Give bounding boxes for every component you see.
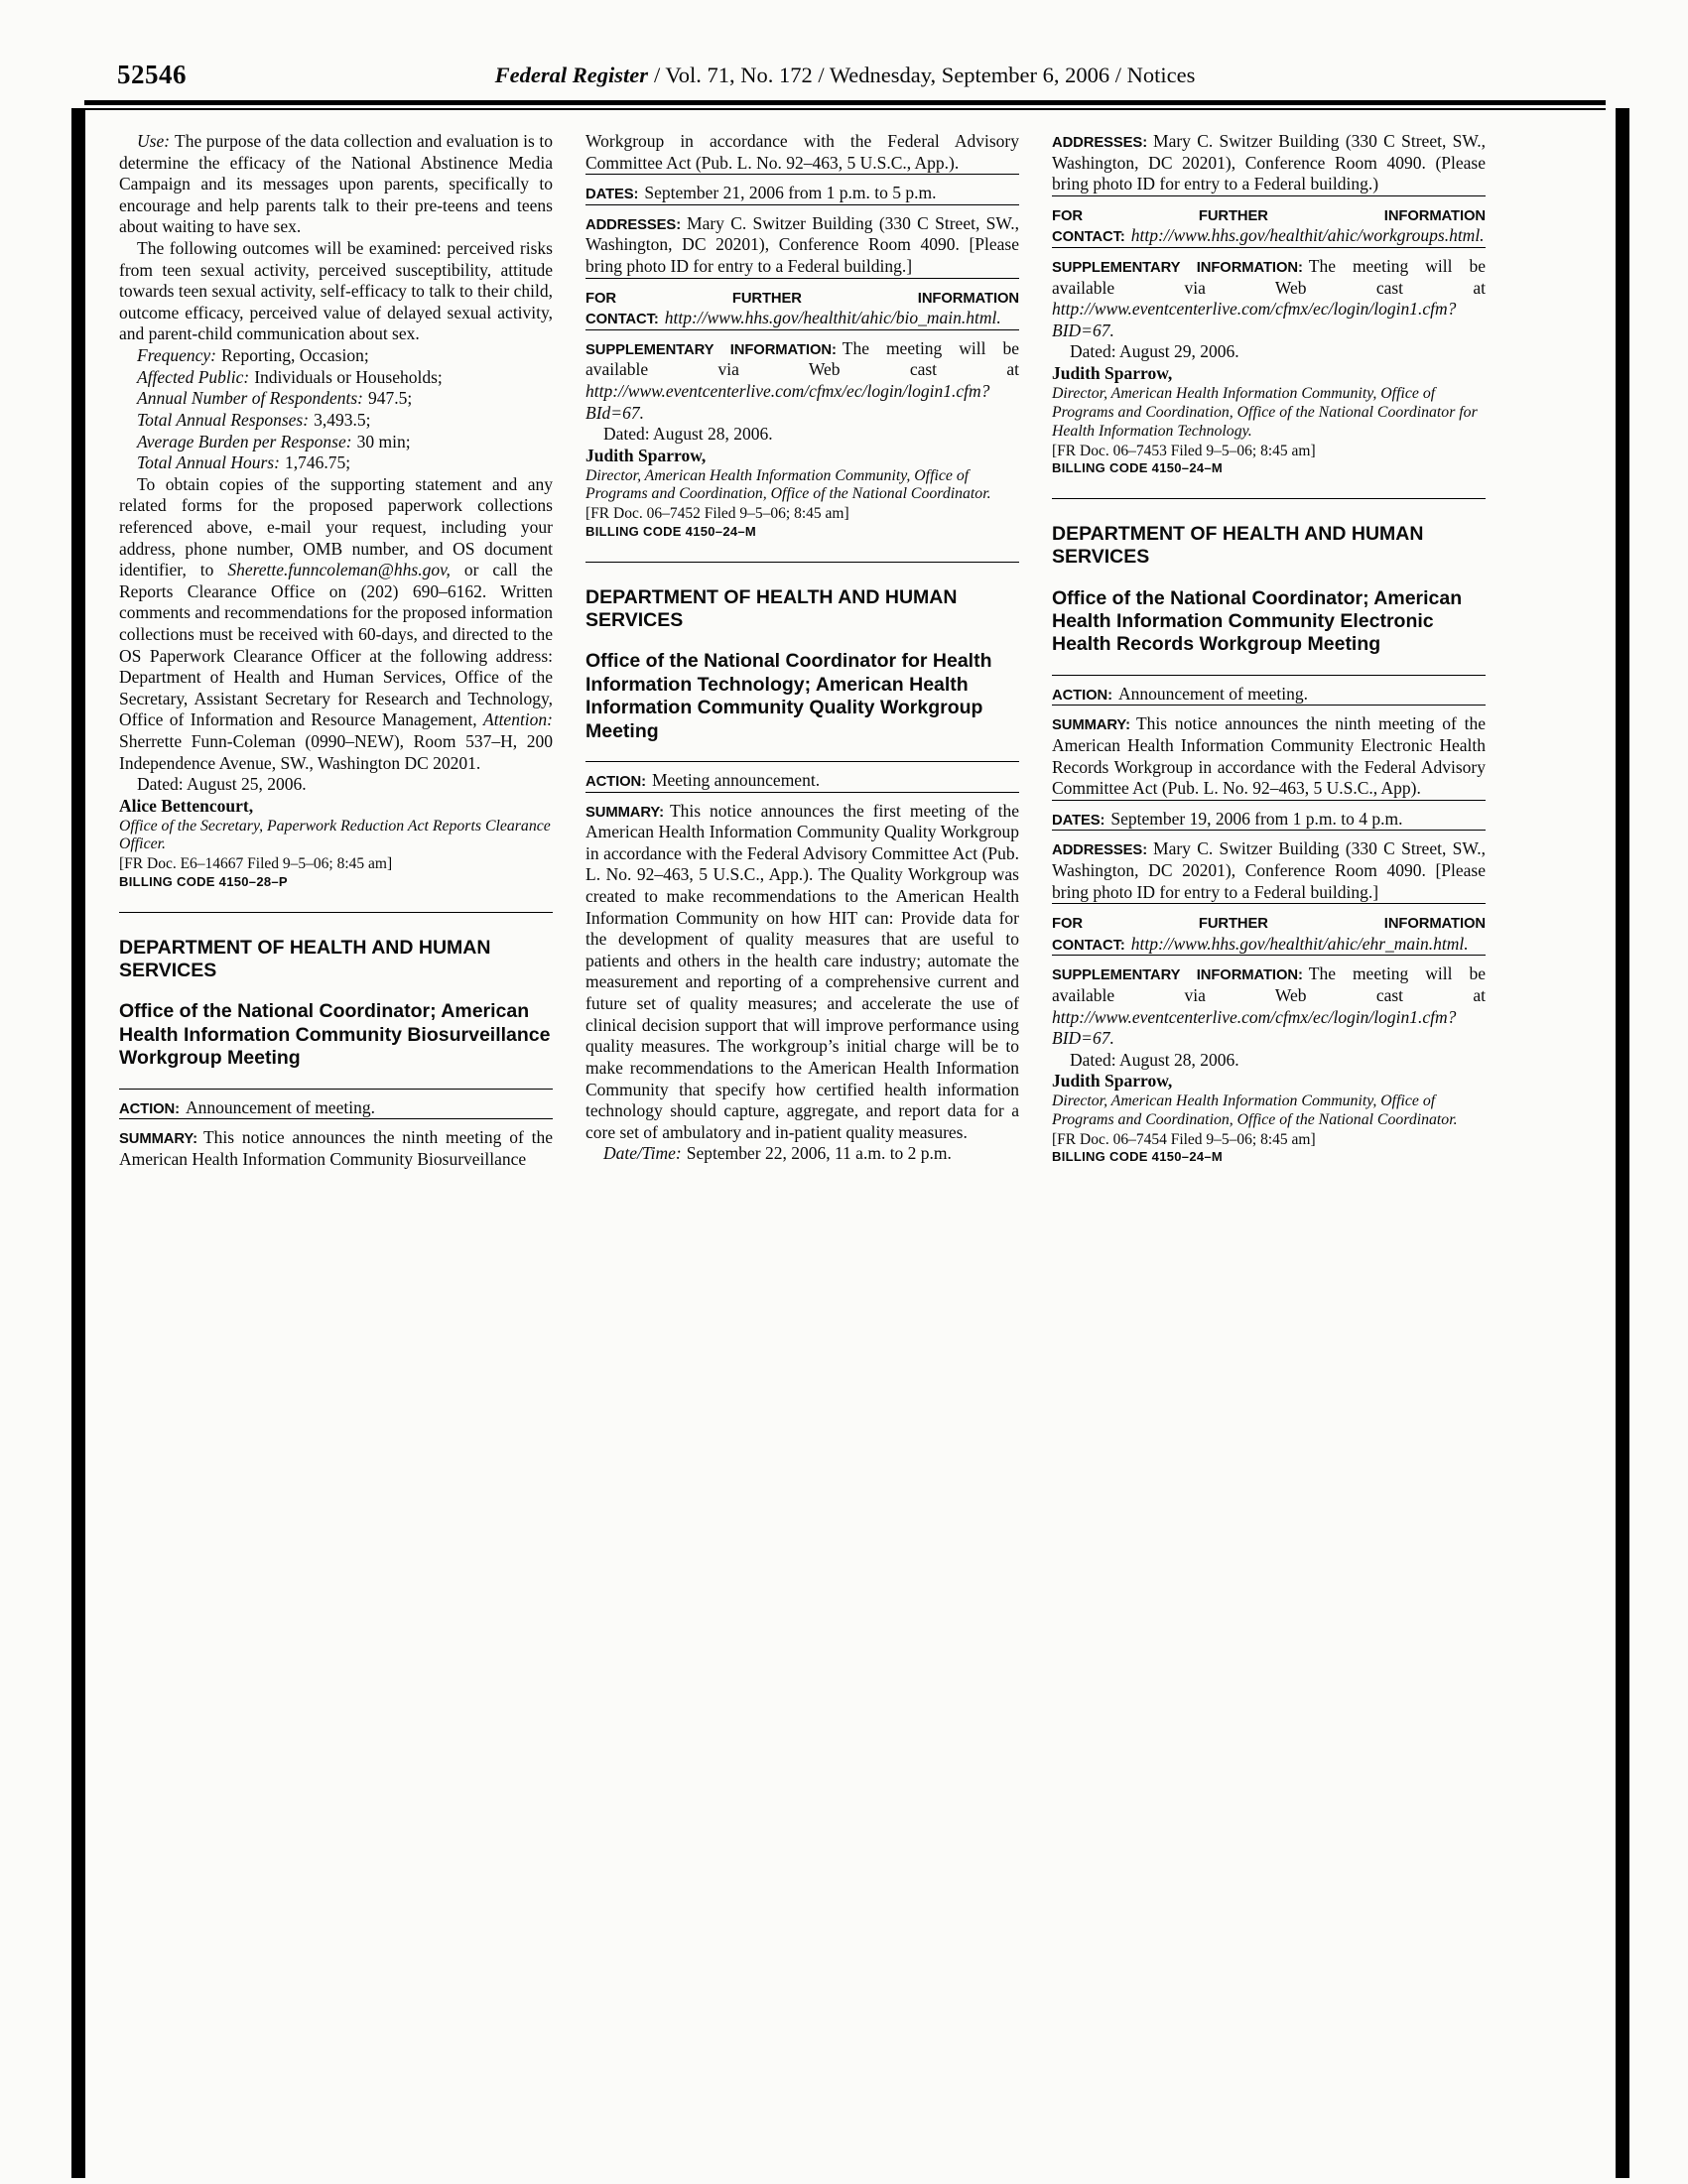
dated-line: Dated: August 25, 2006. — [137, 774, 307, 795]
obtain-copies-paragraph — [119, 474, 553, 775]
fr-doc-line: [FR Doc. 06–7452 Filed 9–5–06; 8:45 am] — [585, 505, 849, 523]
content-columns — [119, 131, 1486, 1170]
summary-text: This notice announces the ninth meeting of the American Health Information Community Biosurveillance — [119, 1127, 553, 1169]
document-separator — [119, 912, 553, 913]
supplementary-label: SUPPLEMENTARY INFORMATION: — [1052, 967, 1303, 984]
avg-burden-value: 30 min; — [356, 431, 411, 451]
signer-title: Office of the Secretary, Paperwork Reduction Act Reports Clearance Officer. — [119, 817, 551, 853]
notice-subject-ehr: Office of the National Coordinator; American Health Information Community Electronic Health Records Workgroup Meeting — [1052, 586, 1463, 656]
supplementary-label: SUPPLEMENTARY INFORMATION: — [1052, 260, 1303, 277]
summary-label: SUMMARY: — [585, 804, 664, 821]
action-text: Announcement of meeting. — [1117, 683, 1308, 704]
outcomes-paragraph: The following outcomes will be examined: perceived risks from teen sexual activity, perceived susceptibility, attitude towards teen sexual activity, self-efficacy to talk to their child, outcome efficacy, perceived value of delayed sexual activity, and parent-child communication about sex. — [119, 238, 553, 344]
affected-public-label: Affected Public: — [137, 366, 250, 387]
total-hours-label: Total Annual Hours: — [137, 452, 280, 473]
signer-name: Judith Sparrow, — [585, 445, 707, 465]
action-line — [585, 761, 1019, 792]
signer-name: Alice Bettencourt, — [119, 795, 254, 816]
contact-url: http://www.hhs.gov/healthit/ahic/workgroups.html. — [1130, 225, 1485, 246]
contact-label: FOR FURTHER INFORMATION CONTACT: — [1052, 207, 1486, 246]
use-paragraph — [119, 131, 553, 238]
column-2 — [585, 131, 1019, 1170]
column-3 — [1052, 131, 1486, 1170]
journal-title: Federal Register — [494, 63, 648, 87]
dated-line: Dated: August 29, 2006. — [1070, 341, 1239, 362]
notice-subject-biosurveillance: Office of the National Coordinator; American Health Information Community Biosurveillance Workgroup Meeting — [119, 1000, 551, 1070]
dates-paragraph — [585, 174, 1019, 204]
total-responses-label: Total Annual Responses: — [137, 409, 310, 430]
dated-line: Dated: August 28, 2006. — [603, 424, 773, 445]
supplementary-text: The meeting will be available via Web cast at — [585, 337, 1019, 380]
contact-paragraph — [585, 278, 1019, 329]
annual-respondents-value: 947.5; — [367, 388, 413, 409]
addresses-label: ADDRESSES: — [585, 216, 682, 233]
department-heading: DEPARTMENT OF HEALTH AND HUMAN SERVICES — [119, 936, 491, 981]
signer-title: Director, American Health Information Community, Office of Programs and Coordination, Office of the National Coordinator. — [1052, 1092, 1458, 1129]
signer-name: Judith Sparrow, — [1052, 363, 1173, 384]
annual-respondents-line — [119, 388, 553, 410]
billing-code: BILLING CODE 4150–24–M — [1052, 1149, 1224, 1165]
summary-label: SUMMARY: — [1052, 717, 1130, 734]
dates-paragraph — [1052, 800, 1486, 831]
issue-info: / Vol. 71, No. 172 / Wednesday, September 6, 2006 / Notices — [653, 63, 1196, 87]
summary-text: This notice announces the ninth meeting of the American Health Information Community Electronic Health Records Workgroup in accordance with the Federal Advisory Committee Act (Pub. L. No. 92–463, 5 U.S.C., App). — [1052, 713, 1486, 799]
webcast-url: http://www.eventcenterlive.com/cfmx/ec/login/login1.cfm?BId=67. — [585, 381, 990, 423]
notice-subject-quality: Office of the National Coordinator for Health Information Technology; American Health Information Community Quality Workgroup Meeting — [585, 650, 992, 742]
supplementary-paragraph — [1052, 247, 1486, 341]
summary-continuation: Workgroup in accordance with the Federal Advisory Committee Act (Pub. L. No. 92–463, 5 U.S.C., App.). — [585, 131, 1019, 173]
contact-label: FOR FURTHER INFORMATION CONTACT: — [585, 290, 1019, 328]
webcast-url: http://www.eventcenterlive.com/cfmx/ec/login/login1.cfm?BID=67. — [1052, 299, 1457, 340]
dated-line: Dated: August 28, 2006. — [1070, 1049, 1239, 1070]
addresses-text: Mary C. Switzer Building (330 C Street, SW., Washington, DC 20201), Conference Room 4090. (Please bring photo ID for entry to a Federal building.) — [1052, 131, 1486, 194]
supplementary-text: The meeting will be available via Web cast at — [1052, 964, 1486, 1006]
webcast-url: http://www.eventcenterlive.com/cfmx/ec/login/login1.cfm?BID=67. — [1052, 1006, 1457, 1049]
billing-code: BILLING CODE 4150–24–M — [1052, 459, 1224, 475]
total-hours-line — [119, 452, 553, 474]
total-responses-line — [119, 410, 553, 432]
obtain-part1: To obtain copies of the supporting statement and any related forms for the proposed paperwork collections referenced above, e-mail your request, including your address, phone number, OMB number, and OS document identifier, to — [119, 473, 553, 580]
signer-title: Director, American Health Information Community, Office of Programs and Coordination, Office of the National Coordinator for Health Information Technology. — [1052, 384, 1478, 440]
page-number: 52546 — [117, 60, 187, 89]
datetime-label: Date/Time: — [603, 1143, 682, 1164]
contact-url: http://www.hhs.gov/healthit/ahic/ehr_main.html. — [1130, 933, 1469, 954]
addresses-paragraph — [1052, 830, 1486, 903]
document-separator — [585, 562, 1019, 563]
datetime-text: September 22, 2006, 11 a.m. to 2 p.m. — [686, 1143, 952, 1164]
action-label: ACTION: — [119, 1100, 180, 1117]
running-head — [84, 58, 1606, 88]
use-text: The purpose of the data collection and evaluation is to determine the efficacy of the National Abstinence Media Campaign and its messages upon parents, specifically to encourage and help parents talk to their pre-teens and teens about waiting to have sex. — [119, 131, 553, 237]
contact-label: FOR FURTHER INFORMATION CONTACT: — [1052, 916, 1486, 954]
use-lead: Use: — [137, 131, 171, 151]
frequency-line — [119, 345, 553, 367]
summary-text: This notice announces the first meeting of the American Health Information Community Quality Workgroup in accordance with the Federal Advisory Committee Act (Pub. L. No. 92–463, 5 U.S.C., App.). The Quality Workgroup was created to make recommendations to the American Health Information Community on how HIT can: Provide data for the development of quality measures that are useful to patients and others in the health care industry; automate the measurement and reporting of a comprehensive current and future set of quality measures; and accelerate the use of clinical decision support that will improve performance using quality measures. The workgroup’s initial charge will be to make recommendations to the American Health Information Community that specify how certified health information technology should capture, aggregate, and report data for a core set of ambulatory and in-patient quality measures. — [585, 800, 1019, 1142]
summary-label: SUMMARY: — [119, 1131, 197, 1148]
action-label: ACTION: — [1052, 687, 1112, 704]
fr-doc-line: [FR Doc. E6–14667 Filed 9–5–06; 8:45 am] — [119, 855, 393, 873]
summary-paragraph — [119, 1118, 553, 1170]
summary-paragraph — [585, 792, 1019, 1144]
affected-public-line — [119, 367, 553, 389]
fr-doc-line: [FR Doc. 06–7454 Filed 9–5–06; 8:45 am] — [1052, 1130, 1316, 1148]
department-heading: DEPARTMENT OF HEALTH AND HUMAN SERVICES — [1052, 522, 1424, 569]
attention-lead: Attention: — [483, 709, 553, 730]
column-1 — [119, 131, 553, 1170]
department-heading: DEPARTMENT OF HEALTH AND HUMAN SERVICES — [585, 585, 958, 632]
action-text: Meeting announcement. — [651, 769, 821, 790]
contact-paragraph — [1052, 195, 1486, 247]
action-line — [119, 1089, 553, 1119]
avg-burden-label: Average Burden per Response: — [137, 431, 352, 451]
header-rule — [84, 100, 1606, 110]
frequency-value: Reporting, Occasion; — [221, 345, 369, 366]
supplementary-paragraph — [585, 329, 1019, 424]
avg-burden-line — [119, 432, 553, 453]
affected-public-value: Individuals or Households; — [254, 366, 443, 387]
total-responses-value: 3,493.5; — [314, 409, 371, 430]
contact-email: Sherette.funncoleman@hhs.gov, — [227, 560, 451, 580]
action-label: ACTION: — [585, 773, 646, 790]
addresses-text: Mary C. Switzer Building (330 C Street, SW., Washington, DC 20201), Conference Room 4090. [Please bring photo ID for entry to a Federal building.] — [585, 212, 1019, 277]
summary-paragraph — [1052, 705, 1486, 799]
dates-label: DATES: — [585, 187, 639, 203]
addresses-label: ADDRESSES: — [1052, 842, 1148, 859]
dates-text: September 19, 2006 from 1 p.m. to 4 p.m. — [1110, 808, 1403, 829]
obtain-part3: Sherrette Funn-Coleman (0990–NEW), Room 537–H, 200 Independence Avenue, SW., Washington DC 20201. — [119, 731, 553, 773]
billing-code: BILLING CODE 4150–28–P — [119, 873, 288, 889]
addresses-text: Mary C. Switzer Building (330 C Street, SW., Washington, DC 20201), Conference Room 4090. [Please bring photo ID for entry to a Federal building.] — [1052, 838, 1486, 902]
action-text: Announcement of meeting. — [185, 1096, 375, 1117]
contact-paragraph — [1052, 903, 1486, 955]
total-hours-value: 1,746.75; — [284, 452, 351, 473]
supplementary-label: SUPPLEMENTARY INFORMATION: — [585, 341, 837, 358]
addresses-paragraph — [1052, 131, 1486, 195]
left-binding-bar — [71, 108, 85, 2178]
action-line — [1052, 675, 1486, 706]
supplementary-paragraph — [1052, 955, 1486, 1049]
frequency-label: Frequency: — [137, 345, 216, 366]
annual-respondents-label: Annual Number of Respondents: — [137, 388, 363, 409]
document-separator — [1052, 498, 1486, 499]
dates-text: September 21, 2006 from 1 p.m. to 5 p.m. — [644, 183, 937, 203]
obtain-part2: or call the Reports Clearance Office on (202) 690–6162. Written comments and recommendations for the proposed information collections must be received with 60-days, and directed to the OS Paperwork Clearance Officer at the following address: Department of Health and Human Services, Office of the Secretary, Assistant Secretary for Research and Technology, Office of Information and Resource Management, — [119, 560, 553, 730]
fr-doc-line: [FR Doc. 06–7453 Filed 9–5–06; 8:45 am] — [1052, 442, 1316, 459]
datetime-line — [585, 1143, 1019, 1165]
addresses-paragraph — [585, 204, 1019, 278]
dates-label: DATES: — [1052, 812, 1105, 829]
signer-name: Judith Sparrow, — [1052, 1071, 1173, 1092]
billing-code: BILLING CODE 4150–24–M — [585, 523, 757, 539]
supplementary-text: The meeting will be available via Web cast at — [1052, 256, 1486, 298]
addresses-label: ADDRESSES: — [1052, 135, 1148, 151]
page-header — [84, 58, 1606, 97]
signer-title: Director, American Health Information Community, Office of Programs and Coordination, Office of the National Coordinator. — [585, 466, 991, 503]
contact-url: http://www.hhs.gov/healthit/ahic/bio_main.html. — [664, 308, 1001, 328]
right-binding-bar — [1616, 108, 1629, 2178]
